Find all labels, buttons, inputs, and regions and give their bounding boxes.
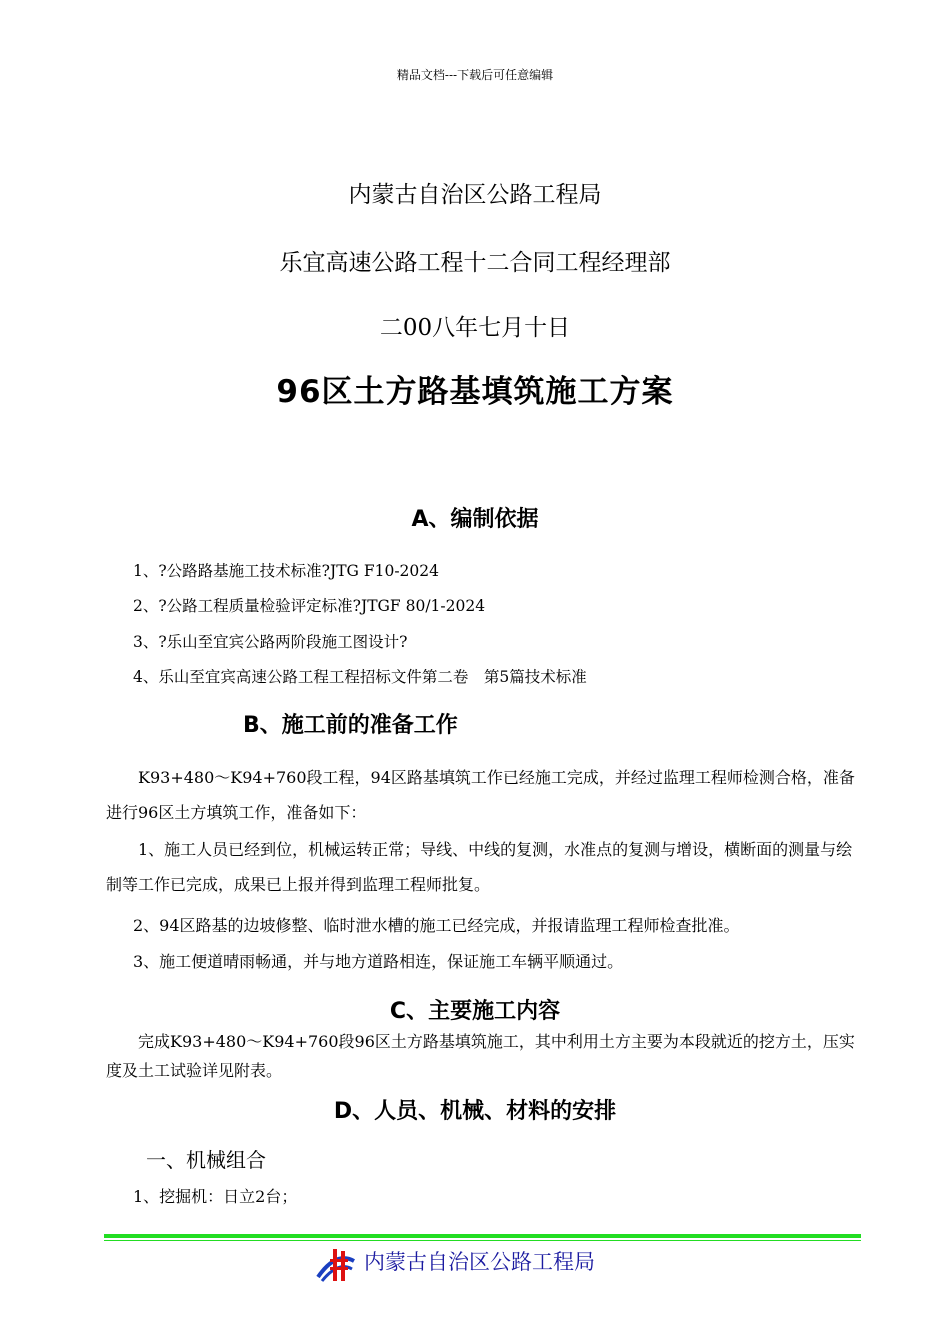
section-c-body: 完成K93+480～K94+760段96区土方路基填筑施工，其中利用土方主要为本段就近的挖方土，压实度及土工试验详见附表。 — [106, 1032, 855, 1080]
header-note: 精品文档---下载后可任意编辑 — [396, 68, 554, 82]
document-title: 96区土方路基填筑施工方案 — [276, 374, 674, 410]
reference-item-1: 1、?公路路基施工技术标准?JTG F10-2024 — [133, 562, 440, 580]
section-a-heading: A、编制依据 — [411, 507, 539, 532]
footer-divider — [104, 1234, 861, 1238]
section-d-heading: D、人员、机械、材料的安排 — [333, 1099, 617, 1124]
section-b-item-1: 1、施工人员已经到位，机械运转正常；导线、中线的复测，水准点的复测与增设，横断面的测量与绘制等工作已完成，成果已上报并得到监理工程师批复。 — [106, 840, 853, 894]
reference-item-4: 4、乐山至宜宾高速公路工程工程招标文件第二卷 第5篇技术标准 — [133, 668, 587, 686]
section-b-heading: B、施工前的准备工作 — [243, 713, 458, 738]
reference-item-2: 2、?公路工程质量检验评定标准?JTGF 80/1-2024 — [133, 597, 486, 615]
footer-org-name: 内蒙古自治区公路工程局 — [364, 1250, 595, 1274]
cover-org-2: 乐宜高速公路工程十二合同工程经理部 — [279, 250, 671, 276]
cover-org-1: 内蒙古自治区公路工程局 — [348, 182, 602, 208]
footer-divider-thin — [104, 1240, 861, 1241]
section-d-item-1: 1、挖掘机：日立2台； — [133, 1187, 298, 1206]
section-c-heading: C、主要施工内容 — [389, 999, 561, 1024]
reference-item-3: 3、?乐山至宜宾公路两阶段施工图设计? — [133, 633, 408, 651]
highway-bureau-logo-icon — [316, 1247, 356, 1283]
section-b-intro: K93+480～K94+760段工程，94区路基填筑工作已经施工完成，并经过监理工程师检测合格，准备进行96区土方填筑工作，准备如下： — [106, 768, 855, 822]
section-b-item-3: 3、施工便道晴雨畅通，并与地方道路相连，保证施工车辆平顺通过。 — [133, 952, 624, 971]
cover-date: 二00八年七月十日 — [379, 315, 571, 341]
section-b-item-2: 2、94区路基的边坡修整、临时泄水槽的施工已经完成，并报请监理工程师检查批准。 — [133, 916, 740, 935]
section-d-sub-1: 一、机械组合 — [146, 1148, 266, 1172]
